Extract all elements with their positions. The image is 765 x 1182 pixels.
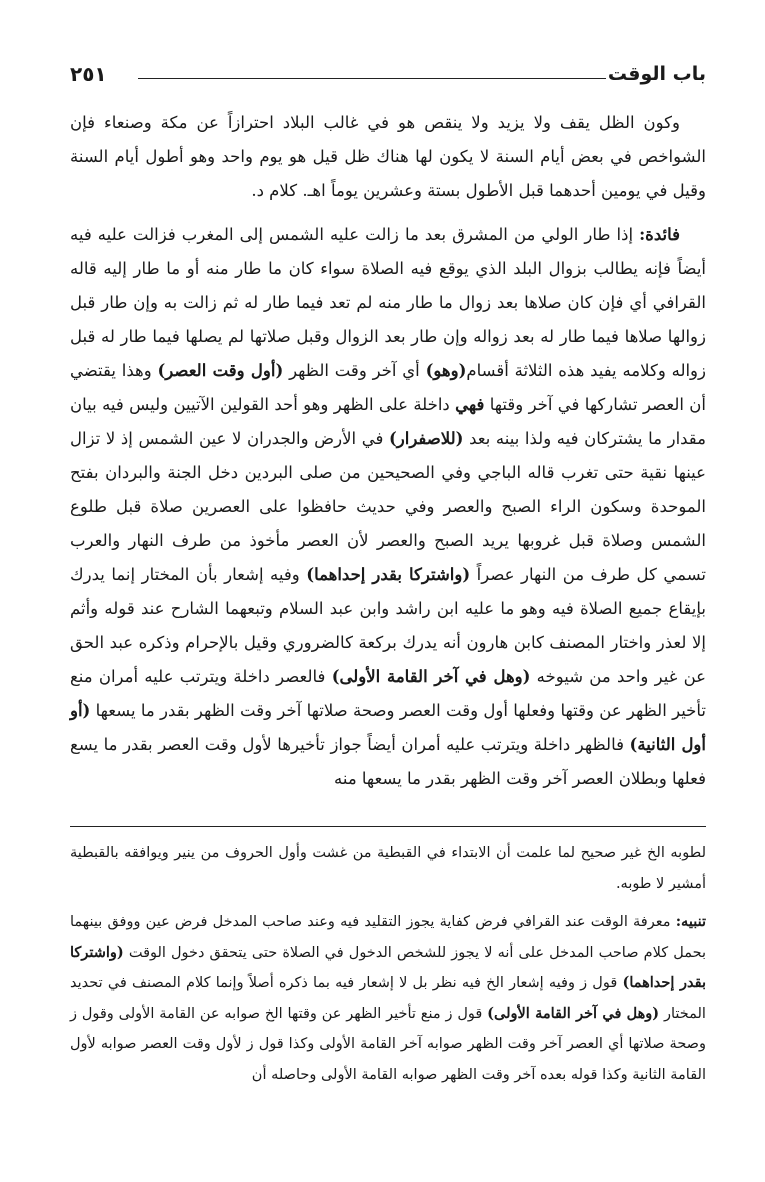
- faida-label: فائدة:: [639, 225, 680, 244]
- matn-quote: (وهو): [425, 361, 467, 380]
- page-number: ٢٥١: [70, 62, 107, 86]
- matn-quote: فهي: [455, 395, 485, 414]
- main-text: [70, 106, 706, 796]
- footnote-divider: [70, 826, 706, 827]
- text-run: فالظهر داخلة ويترتب عليه أمران أيضاً جواز تأخيرها لأول وقت العصر بقدر ما يسع فعلها وبطلان العصر آخر وقت الظهر بقدر ما يسعها منه: [70, 735, 706, 788]
- paragraph-shadow: وكون الظل يقف ولا يزيد ولا ينقص هو في غالب البلاد احترازاً عن مكة وصنعاء فإن الشواخص في بعض أيام السنة لا يكون لها هناك ظل قيل هو يوم واحد وهو أطول أيام السنة وقيل في يومين أحدهما قبل الأطول بستة وعشرين يوماً اهـ. كلام د.: [70, 113, 706, 200]
- matn-quote: (وهل في آخر القامة الأولى): [331, 667, 531, 686]
- text-run: معرفة الوقت عند القرافي فرض كفاية يجوز التقليد فيه وعند صاحب المدخل فرض عين ووفق بينهما بحمل كلام صاحب المدخل على أنه لا يجوز للشخص الدخول في الصلاة حتى يتحقق دخول الوقت: [70, 914, 706, 961]
- text-run: قول ز وفيه إشعار الخ فيه نظر بل لا إشعار فيه بما ذكره أصلاً وإنما كلام المصنف في تحديد المختار: [70, 975, 706, 1022]
- footnote-tuba: لطوبه الخ غير صحيح لما علمت أن الابتداء في القبطية من غشت وأول الحروف من ينير ويوافقه بالقبطية أمشير لا طوبه.: [70, 845, 706, 892]
- footnotes: [70, 838, 706, 1090]
- text-run: أي آخر وقت الظهر: [283, 361, 426, 380]
- text-run: وفيه إشعار بأن المختار إنما يدرك بإيقاع جميع الصلاة فيه وهو ما عليه ابن راشد وابن عبد السلام وتبعهما الشارح عند قوله وأثم إلا لعذر واختار المصنف كابن هارون أنه يدرك بركعة كالضروري وقيل بالإحرام وذكره عبد الحق عن غير واحد من شيوخه: [70, 565, 706, 686]
- matn-quote: (واشتركا بقدر إحداهما): [306, 565, 471, 584]
- matn-quote: (أول وقت العصر): [157, 361, 284, 380]
- text-run: داخلة على الظهر وهو أحد القولين الآتيين وليس فيه بيان مقدار ما يشتركان فيه ولذا بينه بعد: [70, 395, 706, 448]
- text-run: في الأرض والجدران لا عين الشمس إذ لا تزال عينها نقية حتى تغرب قاله الباجي وفي الصحيحين من صلى البردين دخل الجنة والبردان بفتح الموحدة وسكون الراء الصبح والعصر وفي حديث حافظوا على العصرين صلاة قبل طلوع الشمس وصلاة قبل غروبها يريد الصبح والعصر لأن العصر مأخوذ من طرف النهار والعرب تسمي كل طرف من النهار عصراً: [70, 429, 707, 584]
- text-run: إذا طار الولي من المشرق بعد ما زالت عليه الشمس إلى المغرب فزالت عليه فيه أيضاً فإنه يطالب بزوال البلد الذي يوقع فيه الصلاة سواء كان ما طار منه أو ما طار إليه قاله القرافي أي فإن كان صلاها بعد زوال ما طار منه لم تعد فيما طار له ثم زالت به وإن طار قبل زوالها صلاها فيما طار له بعد زواله وإن طار بعد الزوال وقبل صلاتها لم يصلها فيما طار له قبل زواله وكلامه يفيد هذه الثلاثة أقسام: [70, 225, 706, 380]
- footnote-tanbih: [70, 907, 706, 1090]
- text-run: فالعصر داخلة ويترتب عليه أمران منع تأخير الظهر عن وقتها وفعلها أول وقت العصر وصحة صلاتها آخر وقت الظهر بقدر ما يسعها: [70, 667, 706, 720]
- paragraph-faida: [70, 218, 706, 796]
- chapter-title: باب الوقت: [607, 63, 706, 85]
- header-rule: [138, 78, 606, 79]
- matn-quote: (واشتركا بقدر إحداهما): [70, 943, 706, 991]
- matn-quote: (للاصفرار): [388, 429, 464, 448]
- matn-quote: (أو أول الثانية): [70, 701, 706, 754]
- tanbih-label: تنبيه:: [675, 913, 706, 930]
- text-run: قول ز منع تأخير الظهر عن وقتها الخ صوابه عن القامة الأولى وقول ز وصحة صلاتها أي العصر آخر وقت الظهر صوابه آخر القامة الأولى وكذا قول ز لأول وقت العصر صوابه لأول القامة الثانية وكذا قوله بعده آخر وقت الظهر صوابه القامة الأولى وحاصله أن: [70, 1005, 706, 1083]
- text-run: وهذا يقتضي أن العصر تشاركها في آخر وقتها: [70, 361, 706, 414]
- matn-quote: (وهل في آخر القامة الأولى): [487, 1004, 660, 1022]
- page-header: [70, 60, 706, 90]
